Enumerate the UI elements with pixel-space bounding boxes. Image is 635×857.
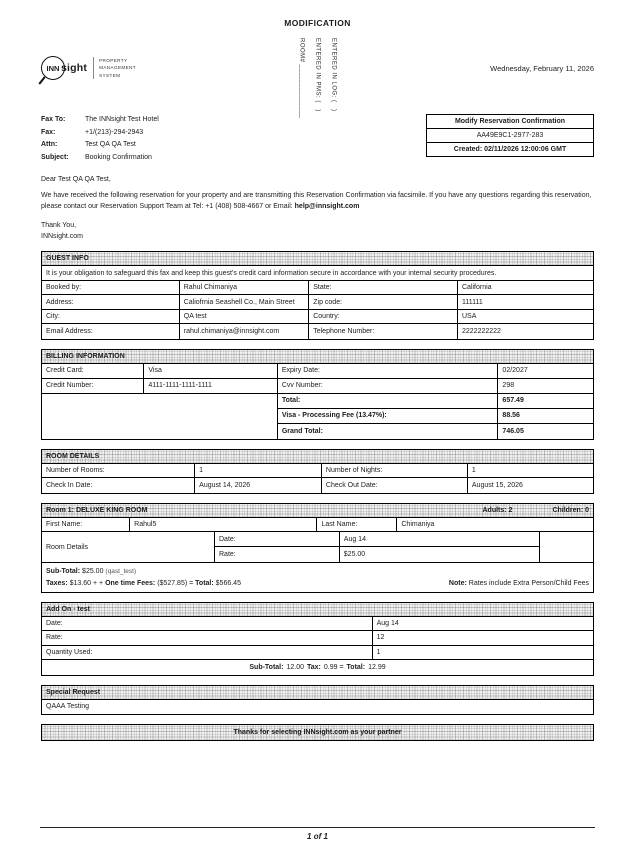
- confirmation-title: Modify Reservation Confirmation: [427, 115, 593, 129]
- addon-section: [41, 602, 594, 676]
- room-rate-empty-cell: [540, 532, 593, 562]
- addon-quantity-label: Quantity Used:: [42, 646, 373, 660]
- fax-to-value: The INNsight Test Hotel: [85, 116, 159, 123]
- rates-note: [449, 578, 589, 590]
- phone-label: Telephone Number:: [309, 324, 458, 339]
- reservation-confirmation-box: [426, 114, 594, 157]
- table-row: [42, 631, 593, 646]
- table-row: [42, 266, 593, 281]
- addon-subtotal-value: 12.00: [286, 663, 304, 671]
- addon-tax-value: 0.99 =: [323, 663, 344, 671]
- last-name-label: Last Name:: [317, 518, 397, 532]
- table-row: [42, 700, 593, 715]
- room-taxes-text: [46, 578, 241, 590]
- room1-title: Room 1: DELUXE KING ROOM: [46, 506, 148, 514]
- billing-left-column: [42, 364, 278, 439]
- document-date: Wednesday, February 11, 2026: [490, 64, 594, 73]
- addon-subtotal-label: Sub-Total:: [249, 663, 284, 671]
- room-total-value: $566.45: [215, 579, 241, 587]
- table-row: [42, 295, 593, 310]
- partner-banner: Thanks for selecting INNsight.com as your partner: [41, 724, 594, 741]
- table-row: [42, 518, 593, 533]
- booked-by-label: Booked by:: [42, 281, 180, 295]
- billing-header: BILLING INFORMATION: [41, 349, 594, 364]
- tagline-line2: MANAGEMENT: [99, 65, 137, 71]
- addon-total-label: Total:: [346, 663, 366, 671]
- security-note: It is your obligation to safeguard this fax and keep this guest's credit card information secure in accordance with your internal security procedures.: [46, 269, 497, 277]
- num-nights-label: Number of Nights:: [322, 464, 468, 478]
- fax-number-label: Fax:: [41, 128, 56, 136]
- special-request-value: QAAA Testing: [46, 703, 90, 711]
- first-name-value: Rahul5: [130, 518, 317, 532]
- credit-card-value: Visa: [148, 367, 162, 375]
- total-label: Total:: [278, 394, 499, 408]
- fax-header-row: [41, 114, 594, 164]
- salutation: Dear Test QA QA Test,: [41, 176, 111, 184]
- credit-number-value: 4111-1111-1111-1111: [148, 382, 212, 390]
- room1-children: Children: 0: [552, 506, 589, 514]
- table-row: [278, 379, 593, 394]
- table-row: [278, 409, 593, 424]
- check-in-value: August 14, 2026: [195, 478, 322, 493]
- fax-number-line: [41, 127, 159, 140]
- fax-number-value: +1/(213)-294-2943: [85, 128, 144, 136]
- addon-totals-line: [42, 660, 593, 675]
- zip-label: Zip code:: [309, 295, 458, 309]
- addon-rate-value: 12: [376, 634, 385, 642]
- check-out-value: August 15, 2026: [471, 482, 523, 490]
- table-row: [42, 478, 593, 493]
- num-rooms-label: Number of Rooms:: [42, 464, 195, 478]
- address-label: Address:: [42, 295, 180, 309]
- letter-closing: [41, 221, 594, 242]
- room-date-label: Date:: [215, 532, 340, 546]
- attn-label: Attn:: [41, 141, 58, 149]
- room-details-table: [41, 464, 594, 494]
- room-details-cell: Room Details: [42, 532, 215, 562]
- tagline-line3: SYSTEM: [99, 72, 121, 78]
- table-row: [42, 364, 277, 379]
- room-details-header: ROOM DETAILS: [41, 449, 594, 464]
- guest-info-table: [41, 266, 594, 340]
- booked-by-value: Rahul Chimaniya: [180, 281, 309, 295]
- table-row: [42, 464, 593, 479]
- special-request-header: Special Request: [41, 685, 594, 700]
- letter-body: [41, 191, 594, 212]
- cvv-value: 298: [502, 382, 515, 390]
- cvv-label: Cvv Number:: [278, 379, 499, 393]
- room-rate-label: Rate:: [215, 547, 340, 562]
- doc-type-title: MODIFICATION: [284, 18, 351, 28]
- room1-subtotal-line: [46, 566, 589, 578]
- letter-body-text: We have received the following reservation for your property and are transmitting this Reservation Confirmation via facsimile. If you have any questions regarding this reservation, please contact our Reservation Support Team at Tel: +1 (408) 508-4667 or Email:: [41, 192, 592, 210]
- room-total-label: Total:: [195, 579, 214, 587]
- signature-text: INNsight.com: [41, 232, 84, 240]
- room-details-section: [41, 449, 594, 494]
- addon-table: [41, 617, 594, 676]
- billing-table: [41, 364, 594, 440]
- first-name-label: First Name:: [42, 518, 130, 532]
- email-value: rahul.chimaniya@innsight.com: [180, 324, 309, 339]
- confirmation-number: AA49E9C1-2977-283: [427, 129, 593, 143]
- top-header-row: [41, 38, 594, 119]
- table-row: [42, 660, 593, 675]
- guest-info-section: [41, 251, 594, 340]
- country-label: Country:: [309, 310, 458, 324]
- logo-wordmark: sight: [61, 62, 88, 74]
- billing-right-column: [278, 364, 593, 439]
- room1-table: [41, 518, 594, 593]
- addon-tax-label: Tax:: [307, 663, 321, 671]
- one-time-fees-label: One time Fees:: [105, 579, 156, 587]
- room1-header: [41, 503, 594, 518]
- special-request-section: [41, 685, 594, 716]
- subject-value: Booking Confirmation: [85, 153, 152, 161]
- tagline-line1: PROPERTY: [99, 57, 128, 63]
- table-row: [278, 424, 593, 439]
- expiry-date-value: 02/2027: [502, 367, 528, 375]
- table-row: [278, 394, 593, 409]
- footer-divider: [40, 827, 595, 828]
- table-row: [215, 532, 539, 547]
- check-in-label: Check In Date:: [42, 478, 195, 493]
- room-rate-rows: [215, 532, 540, 562]
- city-value: QA test: [180, 310, 309, 324]
- processing-fee-value: 88.56: [502, 412, 520, 420]
- grand-total-label: Grand Total:: [278, 424, 499, 439]
- page-number: 1 of 1: [307, 832, 328, 841]
- support-email: help@innsight.com: [294, 202, 360, 210]
- logo-column: [41, 38, 299, 80]
- room1-section: [41, 503, 594, 593]
- addon-date-label: Date:: [42, 617, 373, 631]
- city-label: City:: [42, 310, 180, 324]
- last-name-value: Chimaniya: [401, 521, 435, 529]
- stamp-entered-in-log: ENTERED IN LOG: ( ): [330, 38, 337, 112]
- addon-quantity-value: 1: [376, 648, 381, 656]
- one-time-fees-value: ($527.85) =: [157, 579, 194, 587]
- num-rooms-value: 1: [195, 464, 322, 478]
- fax-stamps: [298, 38, 337, 119]
- table-row: [278, 364, 593, 379]
- note-text: Rates include Extra Person/Child Fees: [468, 579, 589, 587]
- room-subtotal-suffix: (qast_test): [105, 567, 137, 575]
- table-row: [215, 547, 539, 562]
- thank-you-text: Thank You,: [41, 222, 77, 230]
- room-subtotal-value: $25.00: [82, 567, 104, 575]
- table-row: [42, 646, 593, 661]
- total-value: 657.49: [502, 397, 524, 405]
- room1-totals: [42, 563, 593, 591]
- processing-fee-label: Visa - Processing Fee (13.47%):: [278, 409, 499, 423]
- room-subtotal-label: Sub-Total:: [46, 567, 81, 575]
- num-nights-value: 1: [471, 467, 476, 475]
- special-request-table: [41, 700, 594, 716]
- country-value: USA: [462, 313, 477, 321]
- page-footer: [40, 827, 595, 841]
- attn-line: [41, 139, 159, 152]
- logo-tagline: [99, 57, 136, 79]
- logo-circle-text: INN: [41, 56, 65, 80]
- table-row: [42, 617, 593, 632]
- taxes-label: Taxes:: [46, 579, 68, 587]
- zip-value: 111111: [462, 298, 483, 306]
- subject-line: [41, 152, 159, 165]
- attn-value: Test QA QA Test: [85, 141, 136, 149]
- logo-divider: [93, 57, 94, 79]
- phone-value: 2222222222: [462, 328, 501, 336]
- state-value: California: [462, 284, 492, 292]
- fax-to-line: [41, 114, 159, 127]
- taxes-value: $13.60 + +: [69, 579, 104, 587]
- state-label: State:: [309, 281, 458, 295]
- credit-number-label: Credit Number:: [42, 379, 144, 393]
- stamp-room-number: ROOM# ______________: [298, 38, 305, 119]
- addon-date-value: Aug 14: [376, 619, 399, 627]
- room-date-value: Aug 14: [343, 535, 366, 543]
- innsight-logo: [41, 56, 299, 80]
- addon-total-value: 12.99: [368, 663, 386, 671]
- addon-header: Add On - test: [41, 602, 594, 617]
- fax-to-label: Fax To:: [41, 116, 66, 123]
- room1-adults: Adults: 2: [482, 506, 513, 514]
- subject-label: Subject:: [41, 153, 69, 161]
- billing-empty-cell: [42, 394, 277, 439]
- address-value: Caliofrnia Seashell Co., Main Street: [180, 295, 309, 309]
- table-row: [42, 310, 593, 325]
- stamp-entered-in-pms: ENTERED IN PMS: ( ): [314, 38, 321, 112]
- magnifier-handle: [38, 76, 45, 84]
- check-out-label: Check Out Date:: [322, 478, 468, 493]
- email-label: Email Address:: [42, 324, 180, 339]
- grand-total-value: 746.05: [502, 427, 524, 435]
- expiry-date-label: Expiry Date:: [278, 364, 499, 378]
- table-row: [42, 379, 277, 394]
- fax-recipient-block: [41, 114, 159, 164]
- credit-card-label: Credit Card:: [42, 364, 144, 378]
- room-rate-block: [42, 532, 593, 563]
- table-row: [42, 281, 593, 296]
- note-label: Note:: [448, 579, 467, 587]
- room-rate-value: $25.00: [343, 551, 366, 559]
- table-row: [42, 324, 593, 339]
- addon-rate-label: Rate:: [42, 631, 373, 645]
- guest-info-header: GUEST INFO: [41, 251, 594, 266]
- room1-taxes-line: [46, 578, 589, 590]
- magnifier-icon: [41, 56, 65, 80]
- billing-section: [41, 349, 594, 440]
- confirmation-created: Created: 02/11/2026 12:00:06 GMT: [453, 146, 567, 153]
